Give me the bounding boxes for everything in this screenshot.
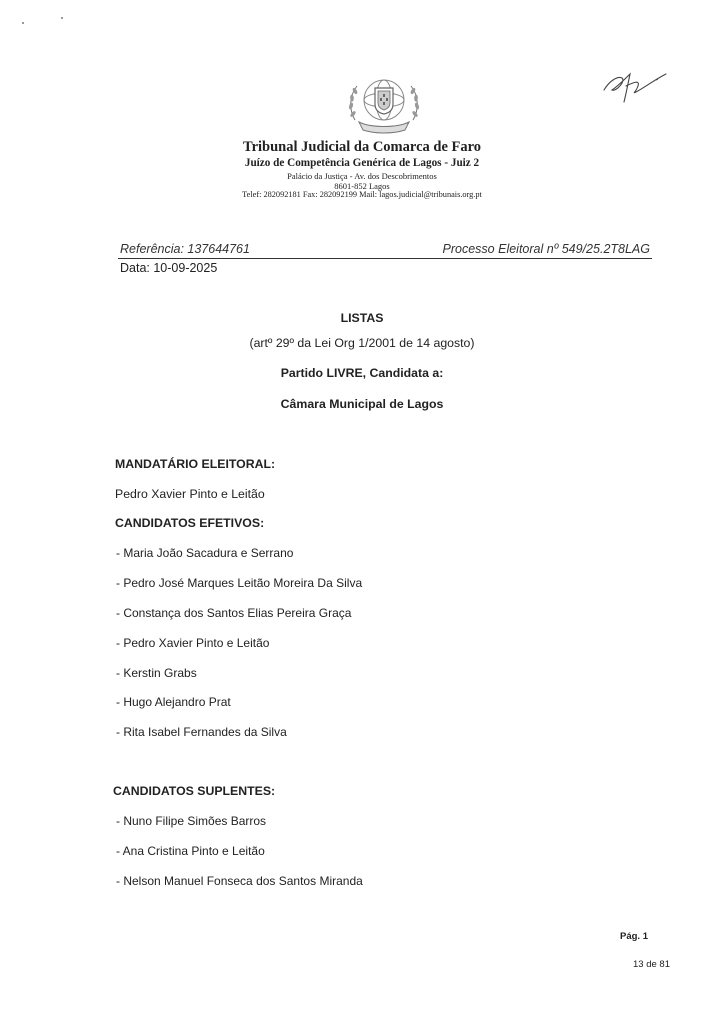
efetivos-heading: CANDIDATOS EFETIVOS: bbox=[115, 516, 265, 530]
candidate-item: - Pedro Xavier Pinto e Leitão bbox=[116, 636, 270, 650]
page-count: 13 de 81 bbox=[633, 959, 670, 970]
reference-row bbox=[118, 242, 652, 258]
court-division: Juízo de Competência Genérica de Lagos - Juiz 2 bbox=[244, 157, 480, 169]
scan-speck bbox=[61, 17, 63, 19]
document-title: LISTAS bbox=[340, 311, 384, 325]
scan-speck bbox=[22, 22, 24, 24]
court-contacts: Telef: 282092181 Fax: 282092199 Mail: lagos.judicial@tribunais.org.pt bbox=[242, 190, 482, 199]
substitute-item: - Nuno Filipe Simões Barros bbox=[116, 814, 267, 828]
candidate-item: - Pedro José Marques Leitão Moreira Da Silva bbox=[116, 576, 363, 590]
candidate-item: - Hugo Alejandro Prat bbox=[116, 695, 231, 709]
court-name: Tribunal Judicial da Comarca de Faro bbox=[242, 139, 482, 155]
process-number: Processo Eleitoral nº 549/25.2T8LAG bbox=[442, 242, 650, 256]
court-postal-code: 8601-852 Lagos bbox=[334, 181, 390, 191]
page-number: Pág. 1 bbox=[620, 931, 648, 942]
substitute-item: - Ana Cristina Pinto e Leitão bbox=[116, 844, 265, 858]
coat-of-arms-icon bbox=[345, 72, 423, 134]
court-address: Palácio da Justiça - Av. dos Descobrimentos bbox=[287, 171, 437, 181]
substitute-item: - Nelson Manuel Fonseca dos Santos Miranda bbox=[116, 874, 363, 888]
reference-number: Referência: 137644761 bbox=[120, 242, 250, 256]
party-line: Partido LIVRE, Candidata a: bbox=[280, 366, 444, 380]
law-reference: (artº 29º da Lei Org 1/2001 de 14 agosto) bbox=[249, 336, 475, 350]
document-date: Data: 10-09-2025 bbox=[120, 261, 218, 275]
suplentes-heading: CANDIDATOS SUPLENTES: bbox=[113, 784, 276, 798]
candidate-item: - Kerstin Grabs bbox=[116, 666, 197, 680]
signature-icon bbox=[596, 66, 670, 106]
reference-divider bbox=[118, 258, 652, 259]
organ-name: Câmara Municipal de Lagos bbox=[280, 397, 444, 411]
candidate-item: - Constança dos Santos Elias Pereira Graça bbox=[116, 606, 352, 620]
candidate-item: - Maria João Sacadura e Serrano bbox=[116, 546, 294, 560]
mandatario-name: Pedro Xavier Pinto e Leitão bbox=[115, 487, 265, 501]
candidate-item: - Rita Isabel Fernandes da Silva bbox=[116, 725, 287, 739]
mandatario-heading: MANDATÁRIO ELEITORAL: bbox=[115, 457, 276, 471]
